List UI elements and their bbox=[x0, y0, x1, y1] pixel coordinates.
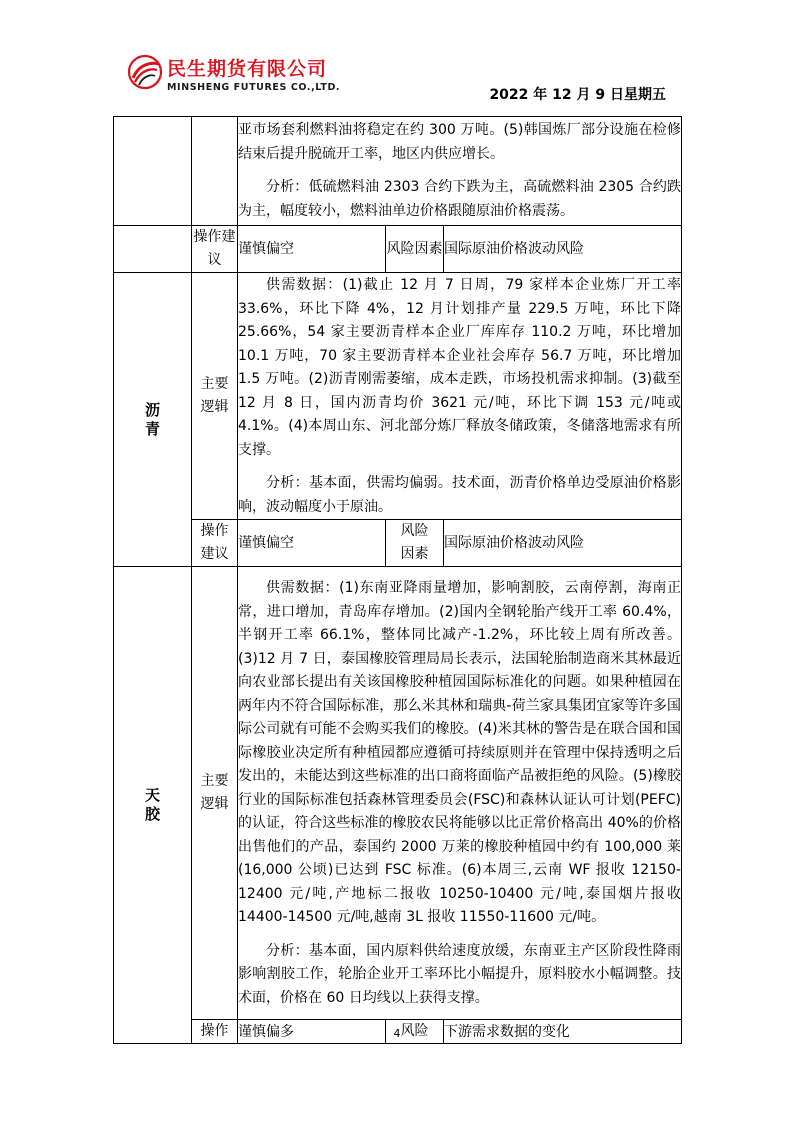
minsheng-logo-icon bbox=[127, 54, 163, 90]
rubber-category-cell bbox=[114, 567, 192, 1044]
asphalt-logic-label: 主要逻辑 bbox=[192, 273, 238, 520]
asphalt-category-cell bbox=[114, 273, 192, 567]
asphalt-category: 沥青 bbox=[144, 400, 160, 438]
rubber-analysis-text: 分析：基本面，国内原料供给速度放缓，东南亚主产区阶段性降雨影响割胶工作，轮胎企业开工率环比小幅提升，原料胶水小幅调整。技术面，价格在 60 日均线以上获得支撑。 bbox=[238, 942, 681, 1006]
fuel-risk-label: 风险因素 bbox=[386, 226, 444, 273]
company-name-en: MINSHENG FUTURES CO.,LTD. bbox=[167, 82, 341, 93]
page-number: 4 bbox=[393, 1027, 401, 1040]
asphalt-op-label: 操作建议 bbox=[192, 520, 238, 567]
company-name-cn: 民生期货有限公司 bbox=[167, 58, 328, 80]
company-logo bbox=[127, 50, 367, 102]
rubber-op-label: 操作 bbox=[192, 1020, 238, 1044]
rubber-logic-label: 主要逻辑 bbox=[192, 567, 238, 1020]
fuel-op-value: 谨慎偏空 bbox=[238, 226, 386, 273]
fuel-category-cell bbox=[114, 117, 192, 226]
rubber-logic-cell bbox=[238, 567, 682, 1020]
fuel-op-row bbox=[114, 226, 682, 273]
asphalt-analysis-text: 分析：基本面，供需均偏弱。技术面，沥青价格单边受原油价格影响，波动幅度小于原油。 bbox=[238, 475, 681, 515]
fuel-category-cell-2 bbox=[114, 226, 192, 273]
asphalt-supply-text: 供需数据：(1)截止 12 月 7 日周，79 家样本企业炼厂开工率 33.6%，环比下降 4%，12 月计划排产量 229.5 万吨，环比下降 25.66%，54 家主要沥青样本企业厂库库存 110.2 万吨，环比增加 10.1 万吨，70 家主要沥青样本企业社会库存 56.7 万吨，环比增加 1.5 万吨。(2)沥青刚需萎缩，成本走跌，市场投机需求抑制。(3)截至 12 月 8 日，国内沥青均价 3621 元/吨，环比下调 153 元/吨或 4.1%。(4)本周山东、河北部分炼厂释放冬储政策，冬储落地需求有所支撑。 bbox=[238, 277, 681, 458]
fuel-logic-label-cell bbox=[192, 117, 238, 226]
rubber-supply-text: 供需数据：(1)东南亚降雨量增加，影响割胶，云南停割，海南正常，进口增加，青岛库存增加。(2)国内全钢轮胎产线开工率 60.4%，半钢开工率 66.1%，整体同比减产-1.2%，环比较上周有所改善。(3)12 月 7 日，泰国橡胶管理局局长表示，法国轮胎制造商米其林最近向农业部长提出有关该国橡胶种植园国际标准化的问题。如果种植园在两年内不符合国际标准，那么米其林和瑞典-荷兰家具集团宜家等许多国际公司就有可能不会购买我们的橡胶。(4)米其林的警告是在联合国和国际橡胶业决定所有种植园都应遵循可持续原则并在管理中保持透明之后发出的，未能达到这些标准的出口商将面临产品被拒绝的风险。(5)橡胶行业的国际标准包括森林管理委员会(FSC)和森林认证认可计划(PEFC)的认证，符合这些标准的橡胶农民将能够以比正常价格高出 40%的价格出售他们的产品，泰国约 2000 万莱的橡胶种植园中约有 100,000 莱(16,000 公顷)已达到 FSC 标准。(6)本周三,云南 WF 报收 12150-12400 元/吨,产地标二报收 10250-10400 元/吨,泰国烟片报收 14400-14500 元/吨,越南 3L 报收 11550-11600 元/吨。 bbox=[238, 580, 681, 925]
rubber-risk-label: 风险 bbox=[386, 1020, 444, 1044]
fuel-supply-text: 亚市场套利燃料油将稳定在约 300 万吨。(5)韩国炼厂部分设施在检修结束后提升脱硫开工率，地区内供应增长。 bbox=[238, 122, 681, 162]
fuel-op-label: 操作建议 bbox=[192, 226, 238, 273]
report-date: 2022 年 12 月 9 日星期五 bbox=[489, 87, 666, 103]
rubber-category: 天胶 bbox=[144, 786, 160, 823]
asphalt-risk-label: 风险因素 bbox=[386, 520, 444, 567]
rubber-logic-row bbox=[114, 567, 682, 1020]
asphalt-logic-row bbox=[114, 273, 682, 520]
fuel-risk-value: 国际原油价格波动风险 bbox=[444, 226, 682, 273]
asphalt-op-row bbox=[114, 520, 682, 567]
rubber-risk-value: 下游需求数据的变化 bbox=[444, 1020, 682, 1044]
fuel-logic-row bbox=[114, 117, 682, 226]
asphalt-logic-cell bbox=[238, 273, 682, 520]
asphalt-op-value: 谨慎偏空 bbox=[238, 520, 386, 567]
fuel-logic-cell bbox=[238, 117, 682, 226]
asphalt-risk-value: 国际原油价格波动风险 bbox=[444, 520, 682, 567]
fuel-analysis-text: 分析：低硫燃料油 2303 合约下跌为主，高硫燃料油 2305 合约跌为主，幅度较小，燃料油单边价格跟随原油价格震荡。 bbox=[238, 179, 681, 219]
commodity-table bbox=[113, 116, 682, 1044]
rubber-op-value: 谨慎偏多 bbox=[238, 1020, 386, 1044]
